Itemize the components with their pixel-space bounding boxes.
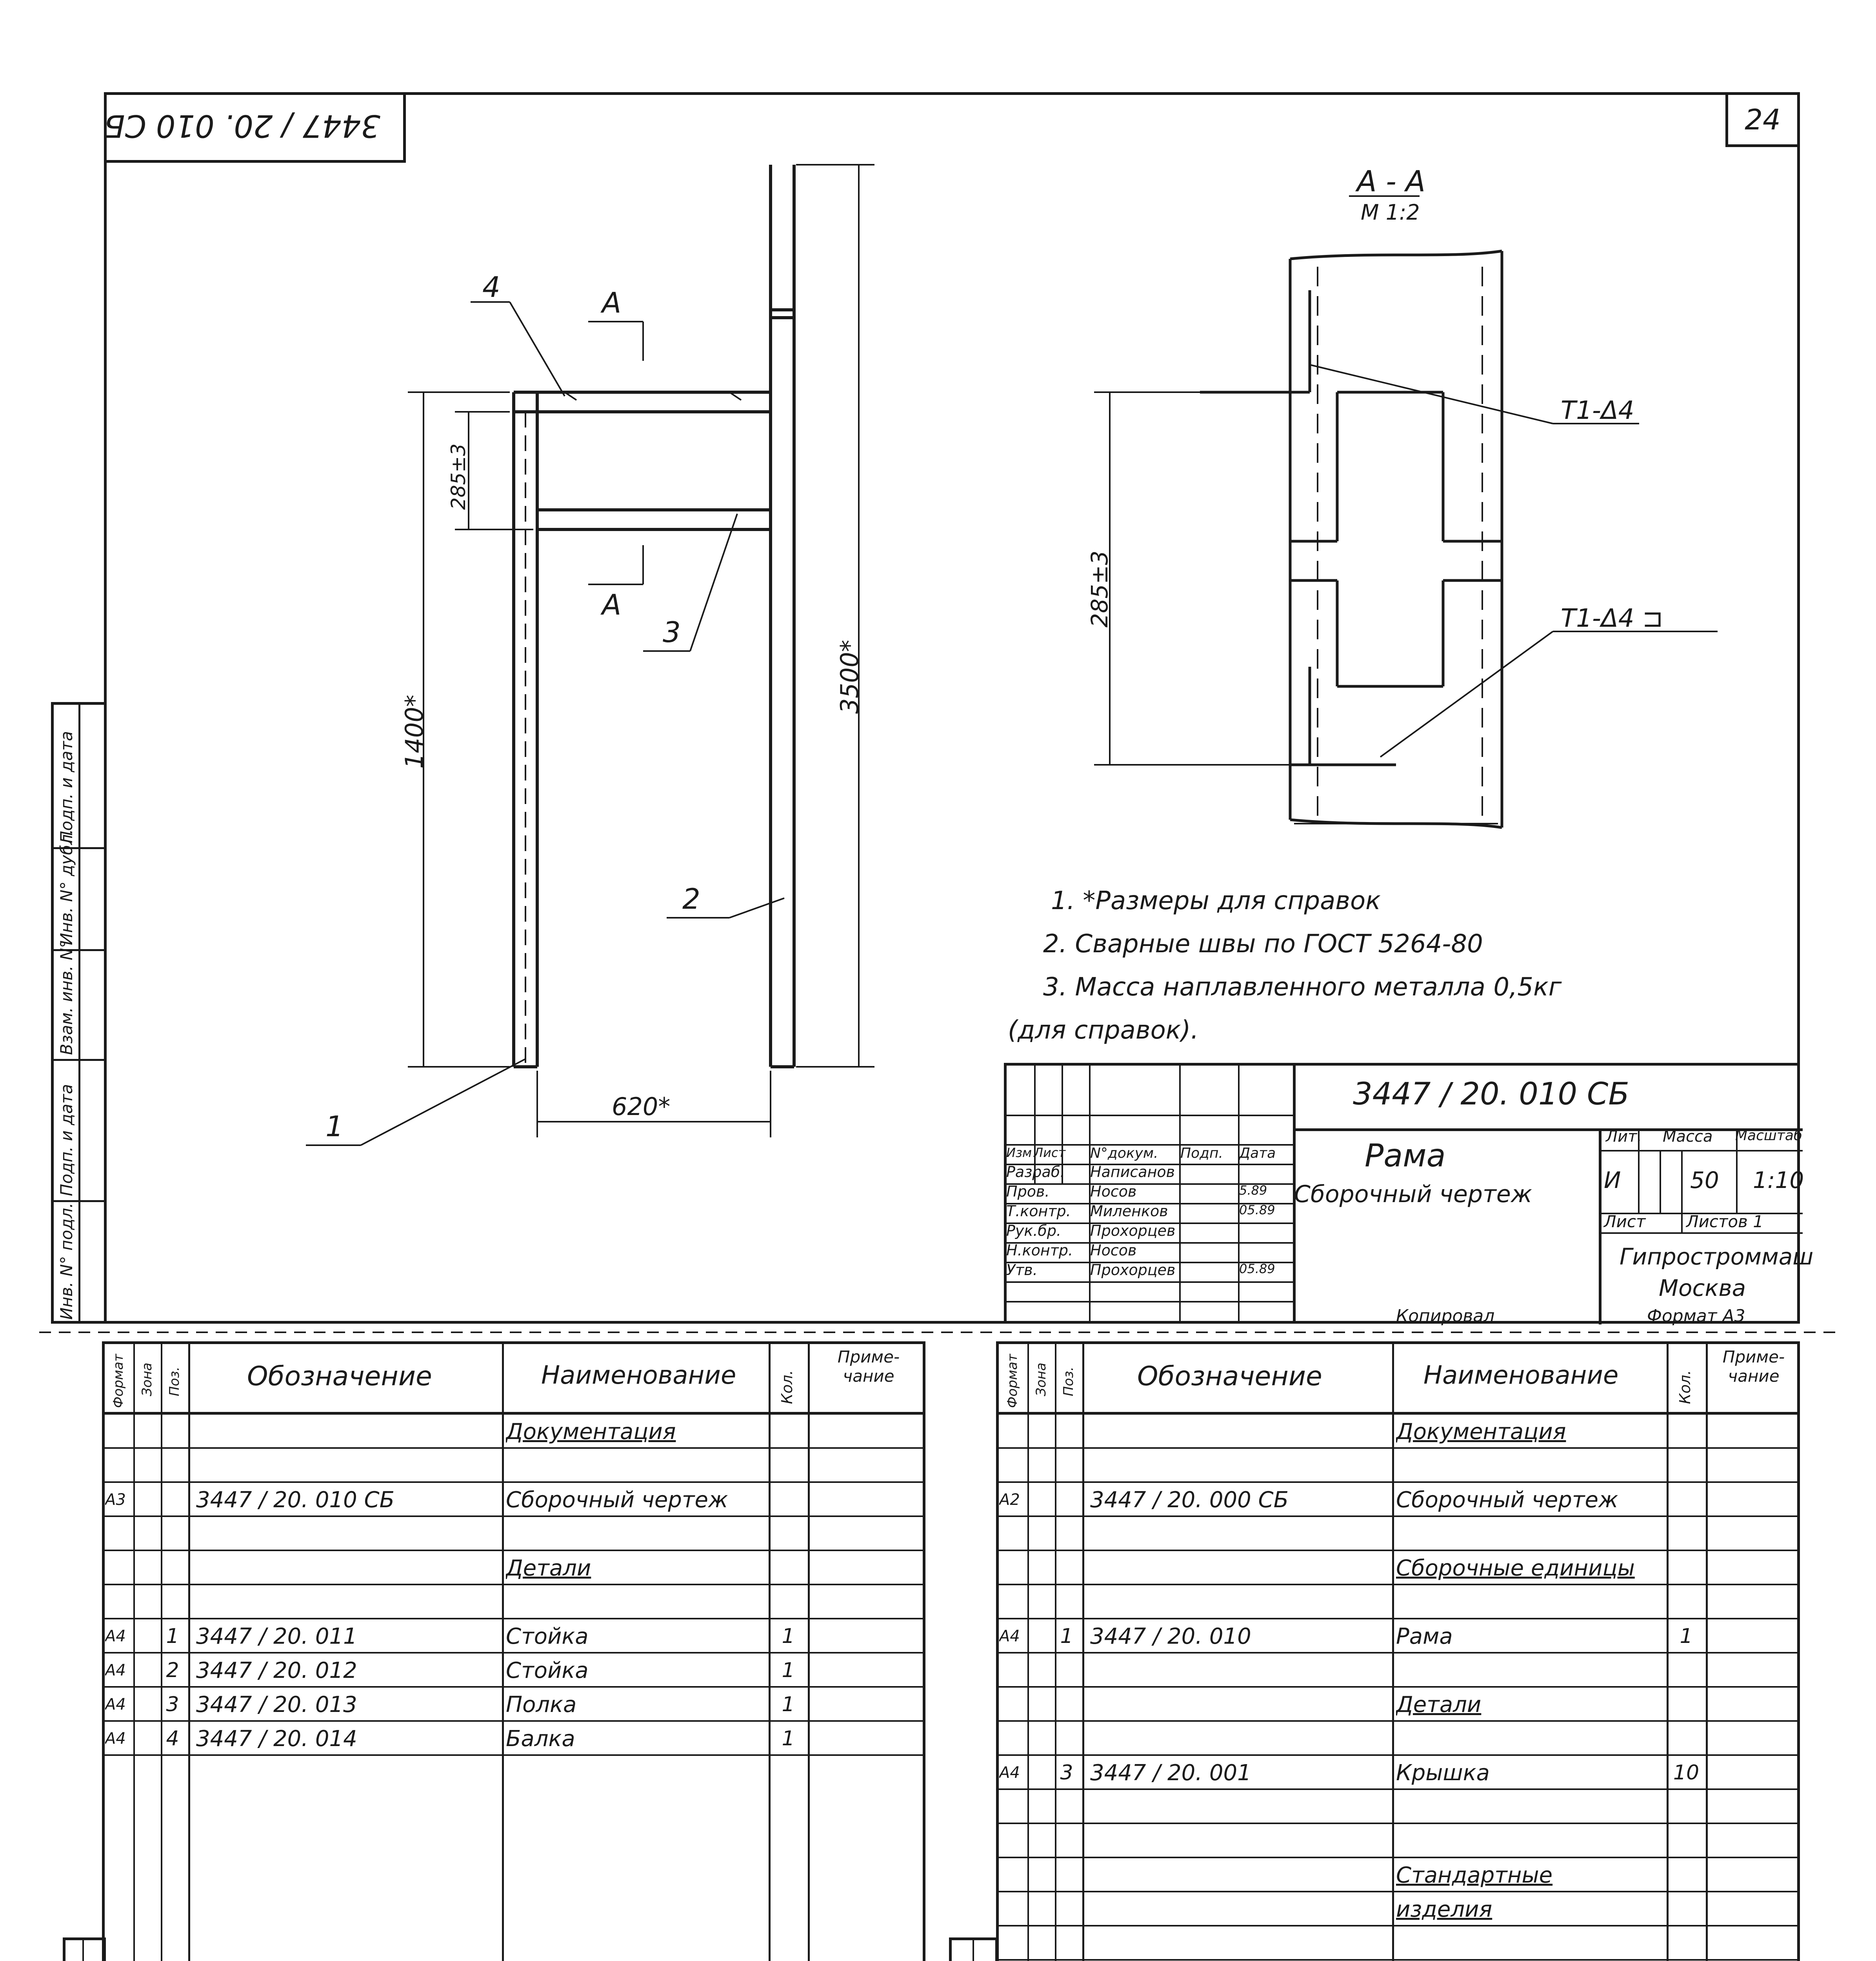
- cell-quantity: [771, 1585, 806, 1619]
- cell-position: [161, 1517, 184, 1551]
- spec-right-h-designation: Обозначение: [1137, 1361, 1322, 1392]
- table-row: [996, 1415, 1800, 1449]
- top-stamp-h-date: Дата: [1239, 1145, 1276, 1161]
- cell-designation: [1090, 1654, 1388, 1688]
- cell-quantity: 1: [782, 1727, 795, 1750]
- dim-3500: 3500*: [835, 640, 864, 714]
- cell-quantity: [771, 1483, 806, 1517]
- table-row: [996, 1824, 1800, 1858]
- cell-position: [161, 1449, 184, 1483]
- cell-quantity: [1669, 1585, 1704, 1619]
- cell-position: 1: [1060, 1624, 1073, 1648]
- cell-quantity: 10: [1673, 1761, 1700, 1785]
- cell-position: [1055, 1449, 1078, 1483]
- side-label-3: Взам. инв. N°: [57, 940, 76, 1055]
- table-row: [996, 1483, 1800, 1517]
- top-stamp-org: Гипростроммаш: [1620, 1243, 1814, 1270]
- cell-name: [506, 1585, 773, 1619]
- cell-name: [506, 1449, 773, 1483]
- cell-format: [105, 1585, 135, 1619]
- section-dim-285: 285±3: [1086, 550, 1113, 628]
- spec-left-h-zone: Зона: [139, 1363, 155, 1396]
- cell-position: 3: [1060, 1761, 1073, 1785]
- cell-position: 4: [166, 1727, 179, 1750]
- cell-position: [1055, 1892, 1078, 1926]
- top-stamp-mass-label: Масса: [1663, 1128, 1713, 1146]
- table-row: [996, 1756, 1800, 1790]
- top-stamp-title: Рама: [1365, 1137, 1446, 1174]
- table-row: [996, 1722, 1800, 1756]
- cell-quantity: [1669, 1892, 1704, 1926]
- cell-designation: [1090, 1551, 1388, 1585]
- cell-quantity: [1669, 1483, 1704, 1517]
- top-stamp-name-3: Миленков: [1090, 1202, 1168, 1220]
- cell-position: [161, 1415, 184, 1449]
- spec-left-side-strip: [63, 1937, 106, 1961]
- cell-position: [1055, 1585, 1078, 1619]
- cell-quantity: [1669, 1449, 1704, 1483]
- callout-2: 2: [682, 882, 700, 915]
- callout-4: 4: [482, 271, 500, 304]
- cell-name: [1396, 1824, 1671, 1858]
- cell-format: [999, 1688, 1029, 1722]
- table-row: [996, 1517, 1800, 1551]
- cell-quantity: [1669, 1790, 1704, 1824]
- cell-format: А4: [999, 1627, 1020, 1645]
- cell-position: [161, 1585, 184, 1619]
- cell-name: [1396, 1654, 1671, 1688]
- top-stamp-role-2: Пров.: [1006, 1183, 1050, 1200]
- spec-right-table: [996, 1415, 1800, 1961]
- cell-format: [999, 1551, 1029, 1585]
- weld-label-1: Т1-Δ4: [1561, 396, 1634, 425]
- cell-position: [1055, 1551, 1078, 1585]
- cell-name: [1396, 1517, 1671, 1551]
- cell-name: [1396, 1585, 1671, 1619]
- side-label-4: Подп. и дата: [57, 1084, 76, 1196]
- cell-position: 1: [166, 1624, 179, 1648]
- table-row: [102, 1722, 925, 1756]
- top-copied-by: Копировал: [1396, 1306, 1495, 1326]
- cell-designation: [1090, 1415, 1388, 1449]
- top-stamp-lit: И: [1604, 1167, 1621, 1193]
- cell-quantity: 1: [782, 1659, 795, 1682]
- sheet-number: 24: [1745, 103, 1781, 136]
- spec-left-h-note: Приме-чание: [837, 1347, 900, 1386]
- cell-position: [1055, 1790, 1078, 1824]
- note-4: (для справок).: [1008, 1016, 1199, 1045]
- cell-quantity: 1: [1680, 1624, 1693, 1648]
- cell-format: [999, 1926, 1029, 1961]
- cell-name: Документация: [1396, 1419, 1566, 1444]
- cell-designation: [1090, 1722, 1388, 1756]
- cell-name: [1396, 1926, 1671, 1961]
- table-row: [102, 1619, 925, 1654]
- spec-left-h-qty: Кол.: [778, 1370, 796, 1404]
- cell-designation: 3447 / 20. 001: [1090, 1760, 1251, 1786]
- table-row: [102, 1483, 925, 1517]
- cell-format: А2: [999, 1491, 1020, 1509]
- cell-designation: [1090, 1824, 1388, 1858]
- cell-designation: [1090, 1858, 1388, 1892]
- cell-format: [999, 1824, 1029, 1858]
- top-stamp-city: Москва: [1659, 1275, 1746, 1301]
- top-stamp-name-5: Носов: [1090, 1242, 1137, 1259]
- cell-format: [999, 1449, 1029, 1483]
- cell-quantity: [1669, 1551, 1704, 1585]
- cell-format: [105, 1517, 135, 1551]
- cell-quantity: 1: [782, 1624, 795, 1648]
- top-stamp-date-6: 05.89: [1239, 1261, 1275, 1276]
- cell-format: А4: [105, 1695, 126, 1714]
- cell-position: [1055, 1517, 1078, 1551]
- cell-name: Документация: [506, 1419, 676, 1444]
- cell-name: Детали: [506, 1555, 591, 1581]
- cell-designation: [1090, 1926, 1388, 1961]
- cell-quantity: [1669, 1824, 1704, 1858]
- top-stamp-role-5: Н.контр.: [1006, 1242, 1073, 1259]
- dim-1400: 1400*: [400, 695, 429, 769]
- cell-format: [105, 1415, 135, 1449]
- cell-name: [1396, 1722, 1671, 1756]
- cell-name: Крышка: [1396, 1760, 1490, 1786]
- table-row: [102, 1585, 925, 1619]
- cell-format: [999, 1722, 1029, 1756]
- top-stamp-name-6: Прохорцев: [1090, 1261, 1176, 1279]
- cell-format: А4: [105, 1661, 126, 1679]
- cell-position: [1055, 1824, 1078, 1858]
- top-stamp-h-sign: Подп.: [1180, 1145, 1223, 1161]
- cell-name: Балка: [506, 1726, 575, 1752]
- cell-format: А3: [105, 1491, 126, 1509]
- cell-format: А4: [105, 1730, 126, 1748]
- cell-name: Сборочные единицы: [1396, 1555, 1635, 1581]
- spec-right-h-pos: Поз.: [1061, 1366, 1076, 1396]
- cell-name: [1396, 1790, 1671, 1824]
- cell-quantity: [771, 1551, 806, 1585]
- cell-quantity: [1669, 1926, 1704, 1961]
- spec-right-h-format: Формат: [1005, 1354, 1020, 1408]
- table-row: [102, 1688, 925, 1722]
- cell-designation: 3447 / 20. 013: [196, 1692, 357, 1717]
- side-label-2: Инв. N° дубл.: [57, 829, 76, 945]
- cell-format: [999, 1892, 1029, 1926]
- cell-position: [1055, 1926, 1078, 1961]
- top-stamp-role-3: Т.контр.: [1006, 1202, 1071, 1220]
- cell-position: 2: [166, 1659, 179, 1682]
- callout-1: 1: [325, 1110, 344, 1143]
- spec-right-h-qty: Кол.: [1676, 1370, 1694, 1404]
- top-stamp-h-list: Лист: [1034, 1145, 1066, 1160]
- cell-name: [1396, 1449, 1671, 1483]
- cell-quantity: [1669, 1722, 1704, 1756]
- cell-position: [161, 1483, 184, 1517]
- table-row: [102, 1449, 925, 1483]
- cell-quantity: [771, 1449, 806, 1483]
- cell-designation: [1090, 1892, 1388, 1926]
- cell-format: А4: [105, 1627, 126, 1645]
- table-row: [102, 1551, 925, 1585]
- cell-name: Стойка: [506, 1658, 589, 1683]
- cell-name: Сборочный чертеж: [506, 1487, 728, 1513]
- side-label-5: Инв. N° подл.: [57, 1202, 76, 1320]
- spec-right-h-note: Приме-чание: [1722, 1347, 1785, 1386]
- section-scale: М 1:2: [1361, 200, 1420, 225]
- cell-name: Стандартные: [1396, 1863, 1553, 1888]
- rotated-code: 3447 / 20. 010 СБ: [104, 108, 380, 143]
- weld-label-2: Т1-Δ4 ⊐: [1561, 604, 1663, 633]
- cell-name: Стойка: [506, 1624, 589, 1649]
- cell-quantity: [1669, 1415, 1704, 1449]
- spec-left-table: [102, 1415, 925, 1961]
- top-stamp-name-1: Написанов: [1090, 1163, 1175, 1181]
- cell-designation: 3447 / 20. 010 СБ: [196, 1487, 395, 1513]
- cell-position: [1055, 1483, 1078, 1517]
- section-mark-a-top: А: [602, 286, 622, 319]
- dim-285: 285±3: [447, 443, 470, 510]
- table-row: [996, 1790, 1800, 1824]
- cell-designation: 3447 / 20. 014: [196, 1726, 357, 1752]
- top-stamp-lit-label: Лит.: [1606, 1128, 1642, 1146]
- cell-format: [999, 1585, 1029, 1619]
- table-row: [102, 1517, 925, 1551]
- cell-name: изделия: [1396, 1897, 1492, 1922]
- spec-right-h-name: Наименование: [1423, 1361, 1619, 1390]
- cell-name: Рама: [1396, 1624, 1453, 1649]
- cell-format: [105, 1551, 135, 1585]
- table-row: [102, 1654, 925, 1688]
- cell-position: [1055, 1722, 1078, 1756]
- cell-position: 3: [166, 1693, 179, 1716]
- cell-name: Полка: [506, 1692, 577, 1717]
- table-row: [996, 1858, 1800, 1892]
- table-row: [996, 1619, 1800, 1654]
- top-stamp-scale: 1:10: [1753, 1167, 1804, 1193]
- cell-format: [999, 1790, 1029, 1824]
- cell-designation: [1090, 1449, 1388, 1483]
- table-row: [102, 1415, 925, 1449]
- top-stamp-date-2: 5.89: [1239, 1183, 1267, 1198]
- cell-format: [999, 1858, 1029, 1892]
- cell-position: [1055, 1688, 1078, 1722]
- cell-format: [999, 1415, 1029, 1449]
- cell-position: [1055, 1858, 1078, 1892]
- note-1: 1. *Размеры для справок: [1051, 886, 1381, 915]
- cell-designation: [1090, 1790, 1388, 1824]
- top-stamp-scale-label: Масштаб: [1735, 1128, 1803, 1144]
- table-row: [996, 1449, 1800, 1483]
- cell-quantity: [1669, 1688, 1704, 1722]
- cell-designation: 3447 / 20. 010: [1090, 1624, 1251, 1649]
- cell-quantity: [771, 1415, 806, 1449]
- section-title: А - А: [1357, 165, 1425, 198]
- spec-left-h-designation: Обозначение: [247, 1361, 432, 1392]
- table-row: [996, 1585, 1800, 1619]
- top-format: Формат А3: [1647, 1306, 1745, 1326]
- top-stamp-h-izm: Изм: [1006, 1145, 1032, 1160]
- spec-right-h-zone: Зона: [1033, 1363, 1049, 1396]
- top-stamp-role-4: Рук.бр.: [1006, 1222, 1062, 1239]
- top-stamp-date-3: 05.89: [1239, 1202, 1275, 1217]
- cell-quantity: [1669, 1517, 1704, 1551]
- dim-620: 620*: [612, 1092, 671, 1121]
- cell-format: [999, 1654, 1029, 1688]
- side-label-1: Подп. и дата: [57, 731, 76, 843]
- cell-name: Детали: [1396, 1692, 1482, 1717]
- cell-designation: 3447 / 20. 000 СБ: [1090, 1487, 1289, 1513]
- top-stamp-name-2: Носов: [1090, 1183, 1137, 1200]
- cell-quantity: [1669, 1858, 1704, 1892]
- top-stamp-mass: 50: [1690, 1167, 1719, 1193]
- cell-position: [1055, 1415, 1078, 1449]
- cell-quantity: [1669, 1654, 1704, 1688]
- section-mark-a-bottom: А: [602, 588, 622, 621]
- note-3: 3. Масса наплавленного металла 0,5кг: [1043, 973, 1562, 1002]
- top-stamp-name-4: Прохорцев: [1090, 1222, 1176, 1239]
- spec-left-h-pos: Поз.: [167, 1366, 182, 1396]
- top-stamp-subtitle: Сборочный чертеж: [1294, 1181, 1532, 1208]
- table-row: [996, 1551, 1800, 1585]
- top-stamp-sheet-label: Лист: [1604, 1212, 1646, 1231]
- top-stamp-role-1: Разраб.: [1006, 1163, 1065, 1181]
- cell-designation: [1090, 1585, 1388, 1619]
- spec-left-h-name: Наименование: [541, 1361, 736, 1390]
- note-2: 2. Сварные швы по ГОСТ 5264-80: [1043, 930, 1483, 959]
- spec-left-h-format: Формат: [111, 1354, 126, 1408]
- top-stamp-role-6: Утв.: [1006, 1261, 1038, 1279]
- cell-format: [105, 1449, 135, 1483]
- cell-format: А4: [999, 1764, 1020, 1782]
- cell-position: [161, 1551, 184, 1585]
- cell-designation: [1090, 1688, 1388, 1722]
- table-row: [996, 1926, 1800, 1961]
- cell-name: [506, 1517, 773, 1551]
- cell-designation: [1090, 1517, 1388, 1551]
- cell-designation: 3447 / 20. 012: [196, 1658, 357, 1683]
- cell-quantity: 1: [782, 1693, 795, 1716]
- table-row: [996, 1688, 1800, 1722]
- cell-format: [999, 1517, 1029, 1551]
- top-stamp-sheets-label: Листов 1: [1686, 1212, 1763, 1231]
- table-row: [996, 1892, 1800, 1926]
- cell-position: [1055, 1654, 1078, 1688]
- cell-designation: 3447 / 20. 011: [196, 1624, 357, 1649]
- table-row: [996, 1654, 1800, 1688]
- cell-name: Сборочный чертеж: [1396, 1487, 1618, 1513]
- sheet-divider: [39, 1332, 1835, 1333]
- top-stamp-code: 3447 / 20. 010 СБ: [1353, 1077, 1629, 1112]
- callout-3: 3: [663, 616, 681, 649]
- top-stamp-h-doc: N°докум.: [1090, 1145, 1158, 1161]
- cell-quantity: [771, 1517, 806, 1551]
